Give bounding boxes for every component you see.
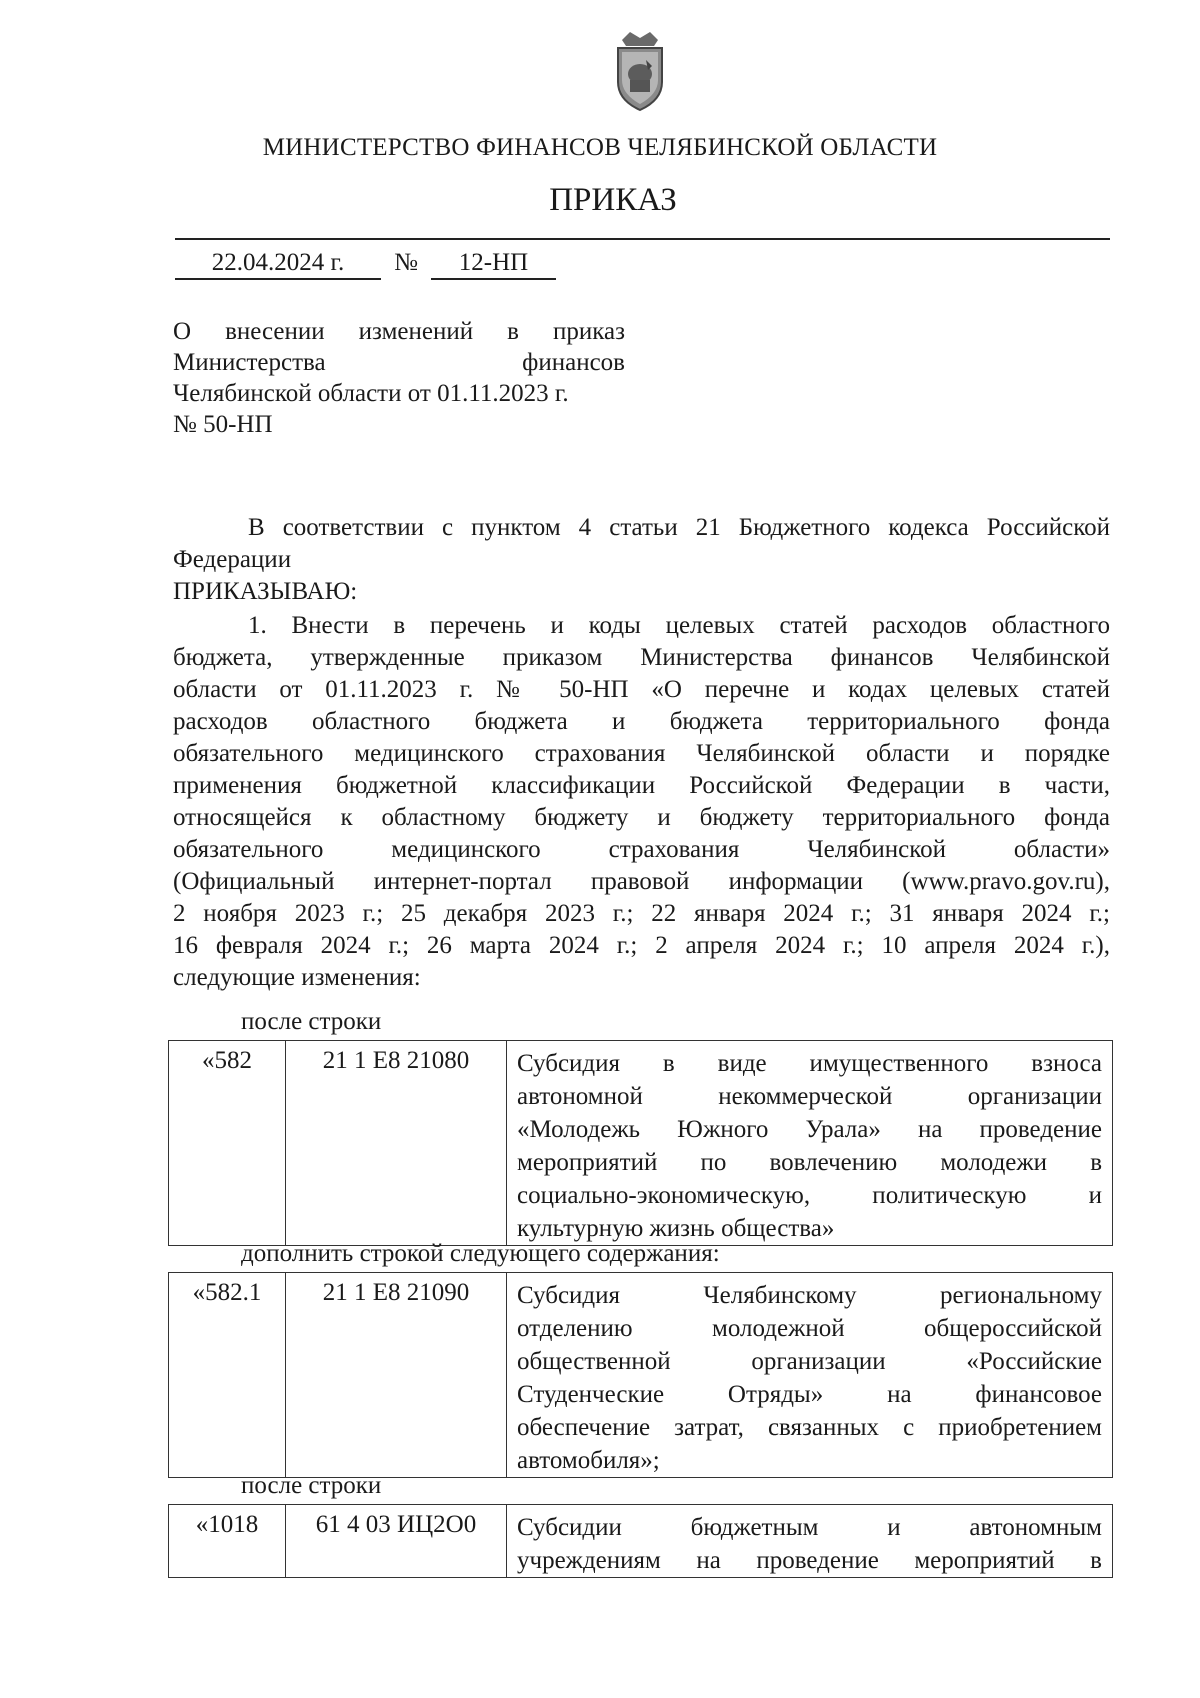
document-type-title: ПРИКАЗ (549, 182, 677, 218)
basis-paragraph (173, 512, 1110, 608)
row-description (507, 1505, 1113, 1578)
table-row (169, 1505, 1113, 1578)
item-1-paragraph (173, 610, 1110, 994)
desc-line: «Молодежь Южного Урала» на проведение (517, 1116, 1102, 1143)
row-code: 21 1 Е8 21090 (286, 1273, 507, 1478)
subject-line: О внесении изменений в приказ (173, 318, 625, 345)
number-sign: № (394, 249, 418, 276)
desc-line: автомобиля»; (517, 1447, 660, 1474)
item-line: (Официальный интернет-портал правовой информации (www.pravo.gov.ru), (173, 868, 1110, 895)
item-line: обязательного медицинского страхования Челябинской области» (173, 836, 1110, 863)
after-row-label-2: после строки (241, 1472, 382, 1499)
desc-line: мероприятий по вовлечению молодежи в (517, 1149, 1102, 1176)
header-divider (175, 238, 1110, 240)
after-row-label: после строки (241, 1008, 382, 1035)
desc-line: Субсидия Челябинскому региональному (517, 1282, 1102, 1309)
order-number: 12-НП (431, 246, 556, 280)
subject-line: Министерства финансов (173, 349, 625, 376)
item-line: 16 февраля 2024 г.; 26 марта 2024 г.; 2 апреля 2024 г.; 10 апреля 2024 г.), (173, 932, 1110, 959)
desc-line: Субсидия в виде имущественного взноса (517, 1050, 1102, 1077)
table-row (169, 1041, 1113, 1246)
desc-line: Студенческие Отряды» на финансовое (517, 1381, 1102, 1408)
desc-line: отделению молодежной общероссийской (517, 1315, 1102, 1342)
item-line: области от 01.11.2023 г. № 50-НП «О перечне и кодах целевых статей (173, 676, 1110, 703)
desc-line: автономной некоммерческой организации (517, 1083, 1102, 1110)
coat-of-arms-emblem (608, 30, 672, 114)
row-table-582 (168, 1040, 1113, 1246)
basis-line: В соответствии с пунктом 4 статьи 21 Бюджетного кодекса Российской (248, 514, 1110, 541)
order-subject (173, 316, 625, 440)
item-line: 2 ноября 2023 г.; 25 декабря 2023 г.; 22 января 2024 г.; 31 января 2024 г.; (173, 900, 1110, 927)
table-row (169, 1273, 1113, 1478)
row-table-582-1 (168, 1272, 1113, 1478)
desc-line: социально-экономическую, политическую и (517, 1182, 1102, 1209)
item-line: расходов областного бюджета и бюджета территориального фонда (173, 708, 1110, 735)
desc-line: общественной организации «Российские (517, 1348, 1102, 1375)
row-number: «582.1 (169, 1273, 286, 1478)
desc-line: культурную жизнь общества» (517, 1215, 835, 1242)
desc-line: Субсидии бюджетным и автономным (517, 1514, 1102, 1541)
order-date: 22.04.2024 г. (175, 246, 381, 280)
order-word: ПРИКАЗЫВАЮ: (173, 578, 358, 605)
subject-line: № 50-НП (173, 411, 273, 438)
row-table-1018 (168, 1504, 1113, 1578)
order-date-number-line (175, 246, 556, 280)
basis-line: Федерации (173, 546, 292, 573)
item-line: следующие изменения: (173, 964, 421, 991)
item-line: 1. Внести в перечень и коды целевых статей расходов областного (248, 612, 1110, 639)
row-description (507, 1273, 1113, 1478)
item-line: бюджета, утвержденные приказом Министерства финансов Челябинской (173, 644, 1110, 671)
item-line: обязательного медицинского страхования Челябинской области и порядке (173, 740, 1110, 767)
row-number: «582 (169, 1041, 286, 1246)
row-code: 61 4 03 ИЦ2О0 (286, 1505, 507, 1578)
item-line: применения бюджетной классификации Российской Федерации в части, (173, 772, 1110, 799)
row-code: 21 1 Е8 21080 (286, 1041, 507, 1246)
row-description (507, 1041, 1113, 1246)
row-number: «1018 (169, 1505, 286, 1578)
ministry-title: МИНИСТЕРСТВО ФИНАНСОВ ЧЕЛЯБИНСКОЙ ОБЛАСТИ (262, 134, 938, 161)
subject-line: Челябинской области от 01.11.2023 г. (173, 380, 569, 407)
desc-line: учреждениям на проведение мероприятий в (517, 1547, 1102, 1574)
add-row-label: дополнить строкой следующего содержания: (241, 1240, 720, 1267)
item-line: относящейся к областному бюджету и бюджету территориального фонда (173, 804, 1110, 831)
desc-line: обеспечение затрат, связанных с приобретением (517, 1414, 1102, 1441)
